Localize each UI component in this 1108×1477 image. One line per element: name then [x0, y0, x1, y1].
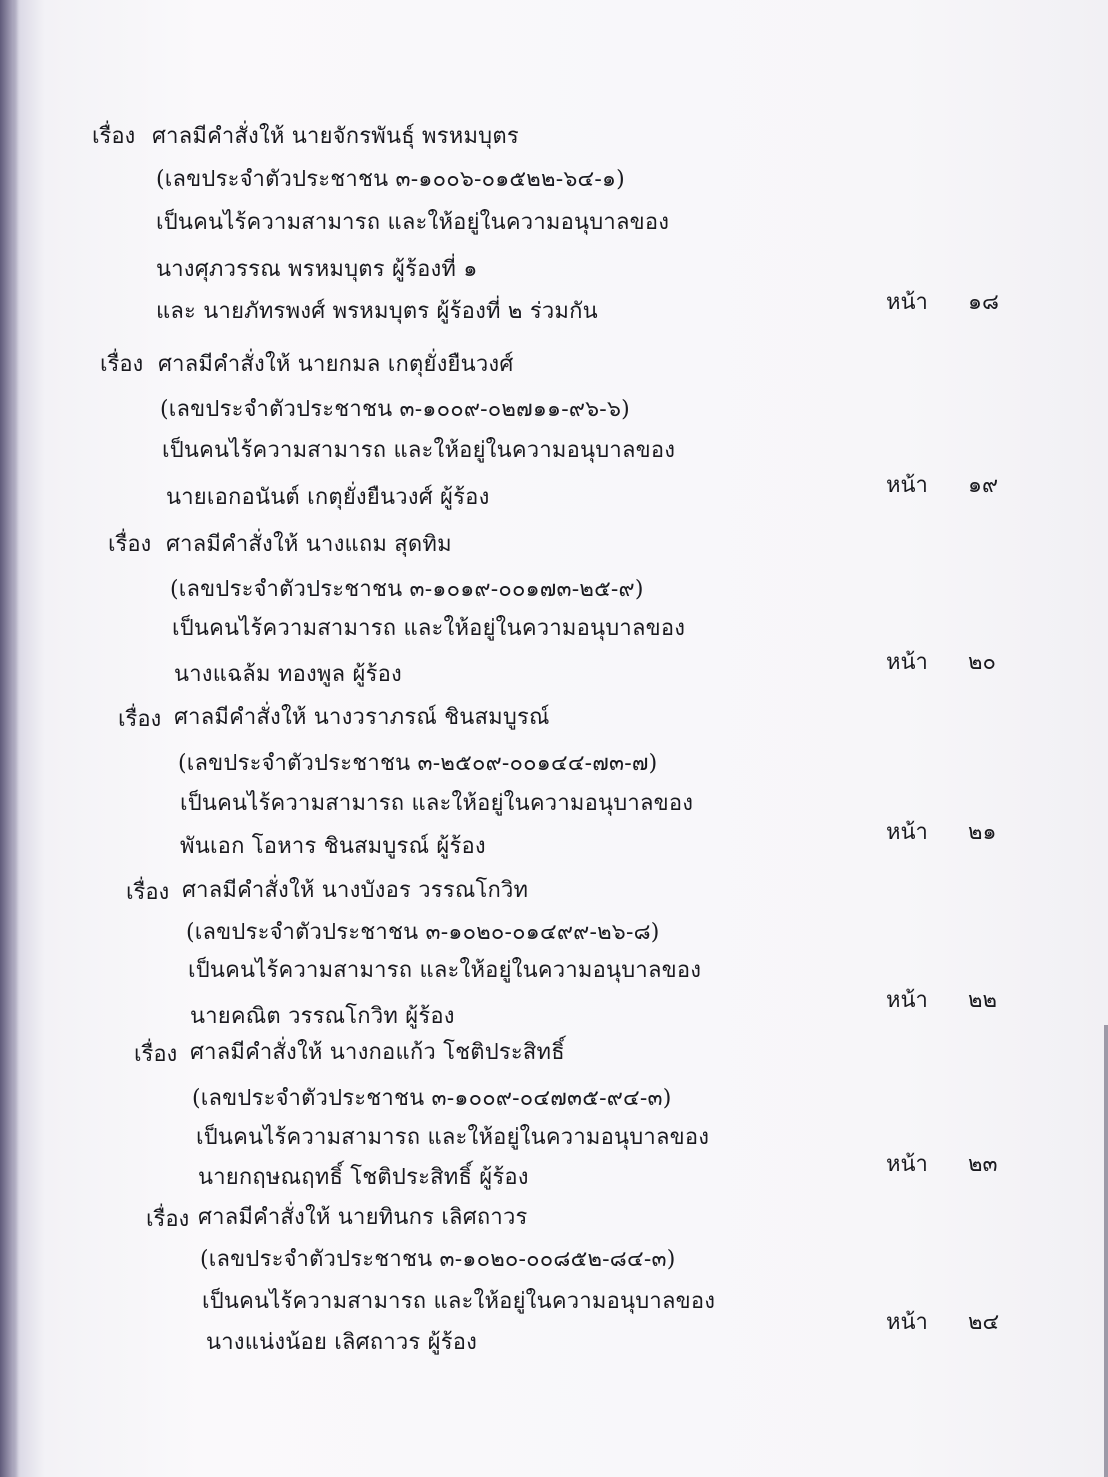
id-line: (เลขประจำตัวประชาชน ๓-๑๐๐๖-๐๑๕๒๒-๖๔-๑)	[156, 167, 625, 192]
page-label: หน้า	[886, 820, 928, 845]
petitioner-line: นายกฤษณฤทธิ์ โชติประสิทธิ์ ผู้ร้อง	[198, 1165, 529, 1190]
page-label: หน้า	[886, 988, 928, 1013]
page-number: ๒๑	[968, 820, 997, 845]
page-number: ๒๒	[968, 988, 998, 1013]
page-number: ๒๐	[968, 650, 996, 675]
entry-title: ศาลมีคำสั่งให้ นางกอแก้ว โชติประสิทธิ์	[190, 1040, 565, 1065]
id-line: (เลขประจำตัวประชาชน ๓-๑๐๒๐-๐๐๘๕๒-๘๔-๓)	[200, 1247, 676, 1272]
page-label: หน้า	[886, 650, 928, 675]
description-line: เป็นคนไร้ความสามารถ และให้อยู่ในความอนุบาลของ	[156, 210, 670, 235]
entry-title: ศาลมีคำสั่งให้ นางวราภรณ์ ชินสมบูรณ์	[174, 705, 550, 730]
entry-title: ศาลมีคำสั่งให้ นายทินกร เลิศถาวร	[198, 1205, 528, 1230]
subject-label: เรื่อง	[100, 352, 144, 377]
petitioner-line: นางแน่งน้อย เลิศถาวร ผู้ร้อง	[206, 1330, 478, 1355]
description-line: เป็นคนไร้ความสามารถ และให้อยู่ในความอนุบาลของ	[202, 1289, 716, 1314]
page-label: หน้า	[886, 1152, 928, 1177]
entry-title: ศาลมีคำสั่งให้ นายกมล เกตุยั่งยืนวงศ์	[158, 352, 514, 377]
page-label: หน้า	[886, 473, 928, 498]
petitioner-line: นายเอกอนันต์ เกตุยั่งยืนวงศ์ ผู้ร้อง	[166, 485, 490, 510]
description-line: เป็นคนไร้ความสามารถ และให้อยู่ในความอนุบาลของ	[196, 1125, 710, 1150]
subject-label: เรื่อง	[118, 707, 162, 732]
petitioner-line: นางศุภวรรณ พรหมบุตร ผู้ร้องที่ ๑	[156, 257, 478, 282]
id-line: (เลขประจำตัวประชาชน ๓-๑๐๑๙-๐๐๑๗๓-๒๕-๙)	[170, 577, 644, 602]
id-line: (เลขประจำตัวประชาชน ๓-๑๐๐๙-๐๒๗๑๑-๙๖-๖)	[160, 397, 630, 422]
page-edge	[1104, 1025, 1108, 1477]
subject-label: เรื่อง	[108, 532, 152, 557]
subject-label: เรื่อง	[146, 1207, 190, 1232]
entry-title: ศาลมีคำสั่งให้ นางบังอร วรรณโกวิท	[182, 878, 529, 903]
entry-title: ศาลมีคำสั่งให้ นายจักรพันธุ์ พรหมบุตร	[152, 124, 519, 149]
id-line: (เลขประจำตัวประชาชน ๓-๑๐๒๐-๐๑๔๙๙-๒๖-๘)	[186, 920, 660, 945]
petitioner-line: นางแฉล้ม ทองพูล ผู้ร้อง	[174, 662, 402, 687]
petitioner-line: และ นายภัทรพงศ์ พรหมบุตร ผู้ร้องที่ ๒ ร่วมกัน	[156, 299, 598, 324]
subject-label: เรื่อง	[134, 1042, 178, 1067]
subject-label: เรื่อง	[92, 124, 136, 149]
id-line: (เลขประจำตัวประชาชน ๓-๑๐๐๙-๐๔๗๓๕-๙๔-๓)	[192, 1086, 672, 1111]
description-line: เป็นคนไร้ความสามารถ และให้อยู่ในความอนุบาลของ	[188, 958, 702, 983]
page-number: ๑๘	[968, 290, 999, 315]
page-number: ๒๓	[968, 1152, 998, 1177]
page-number: ๑๙	[968, 473, 999, 498]
petitioner-line: พันเอก โอหาร ชินสมบูรณ์ ผู้ร้อง	[180, 834, 486, 859]
id-line: (เลขประจำตัวประชาชน ๓-๒๕๐๙-๐๐๑๔๔-๗๓-๗)	[178, 751, 658, 776]
page-label: หน้า	[886, 290, 928, 315]
binding-shadow	[0, 0, 18, 1477]
petitioner-line: นายคณิต วรรณโกวิท ผู้ร้อง	[190, 1004, 455, 1029]
entry-title: ศาลมีคำสั่งให้ นางแถม สุดทิม	[166, 532, 452, 557]
page-label: หน้า	[886, 1310, 928, 1335]
subject-label: เรื่อง	[126, 880, 170, 905]
description-line: เป็นคนไร้ความสามารถ และให้อยู่ในความอนุบาลของ	[180, 791, 694, 816]
page-number: ๒๔	[968, 1310, 1000, 1335]
description-line: เป็นคนไร้ความสามารถ และให้อยู่ในความอนุบาลของ	[172, 616, 686, 641]
description-line: เป็นคนไร้ความสามารถ และให้อยู่ในความอนุบาลของ	[162, 438, 676, 463]
